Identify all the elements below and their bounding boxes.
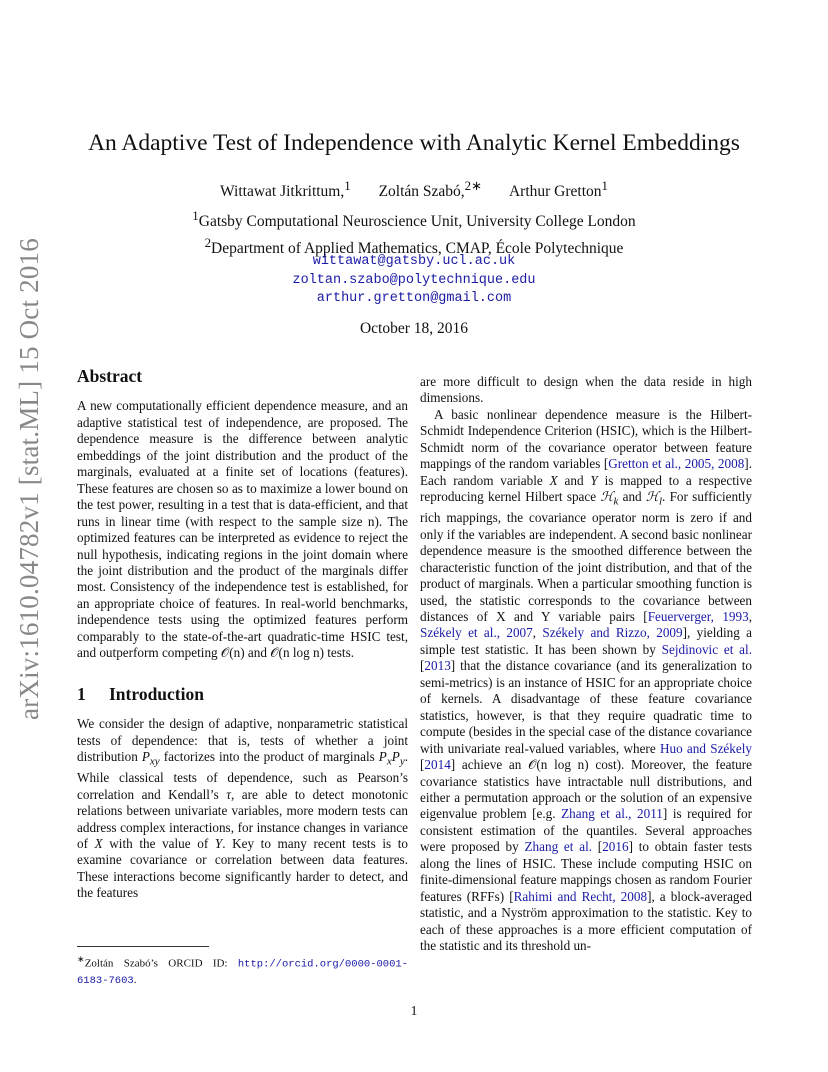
footnote-rule: [77, 946, 209, 947]
affil-text: Gatsby Computational Neuroscience Unit, University College London: [198, 213, 636, 231]
affiliation: [0, 205, 828, 232]
text-run: factorizes into the product of marginals: [159, 749, 379, 765]
paragraph: A basic nonlinear dependence measure is the Hilbert-Schmidt Independence Criterion (HSIC), which is the Hilbert-Schmidt norm of the covariance operator between feature mappings of the random variables [Gretton et al., 2005, 2008]. Each random variable X and Y is mapped to a respective reproducing kernel Hilbert space ℋ$_k$ and ℋ$_l$. For sufficiently rich mappings, the covariance operator norm is zero if and only if the variables are independent. A second basic nonlinear dependence measure is the smoothed difference between the characteristic function of the joint distribution, and that of the product of marginals. When a particular smoothing function is used, the statistic corresponds to the covariance between distances of X and Y variable pairs [Feuerverger, 1993, Székely et al., 2007, Székely and Rizzo, 2009], yielding a simple test statistic. It has been shown by Sejdinovic et al. [2013] that the distance covariance (and its generalization to semi-metrics) is an instance of HSIC for an appropriate choice of kernels. A disadvantage of these feature covariance statistics, however, is that they require quadratic time to compute (besides in the special case of the distance covariance with univariate real-valued variables, where Huo and Székely [2014] achieve an 𝒪(n log n) cost). Moreover, the feature covariance statistics have intractable null distributions, and either a permutation approach or the solution of an expensive eigenvalue problem [e.g. Zhang et al., 2011] is required for consistent estimation of the quantiles. Several approaches were proposed by Zhang et al. [2016] to obtain faster tests along the lines of HSIC. These include computing HSIC on finite-dimensional feature mappings chosen as random Fourier features (RFFs) [Rahimi and Recht, 2008], a block-averaged statistic, and a Nyström approximation to the statistic. Key to each of these approaches is a more efficient computation of the statistic and its threshold un-: [420, 406, 753, 954]
math-x: X: [94, 835, 103, 851]
arxiv-identifier: arXiv:1610.04782v1 [stat.ML] 15 Oct 2016: [14, 238, 44, 720]
text-run: . While classical tests of dependence, such as Pearson’s correlation and Kendall’s: [77, 749, 408, 802]
text-run: . Key to many recent tests is to examine covariance or correlation between data features. These interactions become significantly harder to detect, and the features: [77, 835, 409, 901]
email-list: [0, 253, 828, 309]
abstract-text: A new computationally efficient dependence measure, and an adaptive statistical test of independence, are proposed. The dependence measure is the difference between analytic embeddings of the joint distribution and the product of the marginals, evaluated at a finite set of locations (features). These features are chosen so as to maximize a lower bound on the test power, resulting in a test that is data-efficient, and that runs in linear time (with respect to the sample size n). The optimized features can be interpreted as evidence to reject the null hypothesis, indicating regions in the joint domain where the joint distribution and the product of the marginals differ most. Consistency of the independence test is established, for an appropriate choice of features. In real-world benchmarks, independence tests using the optimized features perform comparably to the state-of-the-art quadratic-time HSIC test, and outperform competing 𝒪(n) and 𝒪(n log n) tests.: [77, 398, 408, 661]
math-tau: τ: [226, 786, 231, 802]
citation-link[interactable]: Székely and Rizzo, 2009: [542, 625, 683, 641]
paper-title: An Adaptive Test of Independence with Analytic Kernel Embeddings: [88, 130, 740, 156]
author-affil-mark: 2∗: [464, 178, 482, 193]
right-column: [420, 374, 752, 955]
affil-text: Department of Applied Mathematics, CMAP, École Polytechnique: [211, 240, 624, 258]
citation-link[interactable]: 2016: [602, 839, 629, 855]
email-link[interactable]: zoltan.szabo@polytechnique.edu: [292, 272, 536, 288]
section-number: 1: [77, 683, 86, 704]
affil-mark: 2: [204, 235, 212, 251]
citation-link[interactable]: Gretton et al., 2005, 2008: [608, 456, 745, 472]
citation-link[interactable]: Zhang et al., 2011: [561, 806, 663, 822]
footnote-end: .: [133, 973, 137, 986]
paper-date: October 18, 2016: [359, 320, 469, 337]
citation-link[interactable]: Zhang et al.: [524, 839, 593, 855]
citation-link[interactable]: Huo and Székely: [659, 740, 752, 756]
author-affil-mark: 1: [601, 178, 608, 193]
author-affil-mark: 1: [344, 178, 351, 193]
page-number: 1: [410, 1003, 418, 1018]
orcid-link[interactable]: http://orcid.org/0000-0001-6183-7603: [77, 958, 408, 987]
citation-link[interactable]: Rahimi and Recht, 2008: [513, 888, 648, 904]
math-y: Y: [214, 835, 223, 851]
text-run: We consider the design of adaptive, nonparametric statistical tests of dependence: that is, tests of whether a joint distribution: [77, 716, 408, 765]
abstract-heading: Abstract: [77, 366, 143, 386]
citation-link[interactable]: Sejdinovic et al.: [661, 641, 753, 657]
footnote: [77, 952, 408, 989]
section-title: Introduction: [109, 683, 204, 704]
affil-mark: 1: [192, 208, 199, 223]
math-pxy: $P_{xy}$: [141, 749, 160, 768]
math-px: $P_x$: [378, 749, 392, 768]
email-link[interactable]: arthur.gretton@gmail.com: [316, 291, 512, 306]
intro-paragraph: [77, 716, 408, 902]
author-name: Arthur Gretton: [508, 183, 602, 201]
citation-link[interactable]: 2014: [424, 757, 451, 773]
author-name: Zoltán Szabó,: [378, 183, 465, 201]
math-py: $P_y$: [391, 749, 405, 768]
math-hl: ℋ$_l$: [645, 489, 663, 508]
paragraph: are more difficult to design when the data reside in high dimensions.: [420, 374, 752, 406]
section-heading: [77, 683, 408, 704]
affiliation-list: [0, 205, 828, 259]
email-link[interactable]: wittawat@gatsby.ucl.ac.uk: [312, 254, 516, 269]
text-run: with the value of: [102, 835, 215, 851]
text-run: , are able to detect monotonic relations between univariate variables, more modern tests can address complex interactions, for instance changes in variance of: [77, 786, 408, 851]
author-list: [0, 178, 828, 201]
math-hk: ℋ$_k$: [600, 489, 619, 508]
math-y: Y: [590, 472, 598, 488]
left-column: [77, 368, 408, 902]
footnote-text: Zoltán Szabó’s ORCID ID:: [84, 957, 238, 970]
citation-link[interactable]: 2013: [424, 658, 451, 674]
citation-link[interactable]: Székely et al., 2007: [420, 625, 533, 641]
author-name: Wittawat Jitkrittum,: [220, 183, 345, 201]
footnote-mark: ∗: [77, 954, 85, 964]
math-x: X: [549, 472, 558, 488]
citation-link[interactable]: Feuerverger, 1993: [647, 608, 749, 624]
